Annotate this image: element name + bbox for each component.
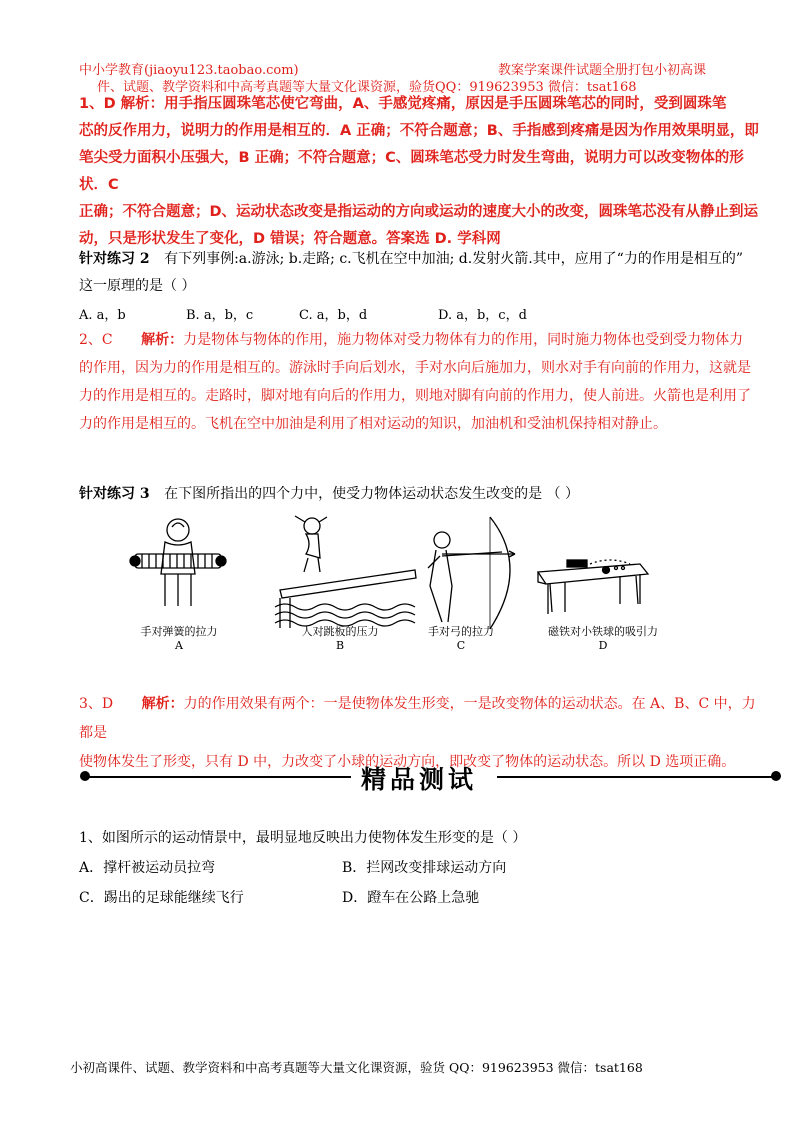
answer2-label: 解析： <box>141 332 184 348</box>
question1-stem: 1、如图所示的运动情景中，最明显地反映出力使物体发生形变的是（ ） <box>79 830 527 846</box>
option-c: C. a，b，d <box>299 308 368 323</box>
footer: 小初高课件、试题、教学资料和中高考真题等大量文化课资源，验货 QQ：919623953 微信：tsat168 <box>70 1060 643 1075</box>
figure-caption-a <box>139 623 219 652</box>
exercise2-label: 针对练习 2 <box>79 251 150 267</box>
q1-option-a: A．撑杆被运动员拉弯 <box>79 860 216 876</box>
exercise3-text: 在下图所指出的四个力中，使受力物体运动状态发生改变的是 （ ） <box>164 486 579 502</box>
q1-option-c: C．踢出的足球能继续飞行 <box>79 890 244 906</box>
caption-letter: D <box>598 639 608 652</box>
figure-caption-d <box>537 623 669 652</box>
option-b: B. a，b，c <box>186 308 254 323</box>
divider-line-left <box>86 776 351 778</box>
header-line2: 件、试题、教学资料和中高考真题等大量文化课资源，验货QQ：919623953 微信：tsat168 <box>97 80 637 95</box>
caption-text: 磁铁对小铁球的吸引力 <box>548 625 658 638</box>
caption-letter: B <box>335 639 345 652</box>
spring-figure-illustration <box>130 519 226 606</box>
answer3-label: 解析： <box>141 696 184 712</box>
answer3-line: 使物体发生了形变，只有 D 中，力改变了小球的运动方向，即改变了物体的运动状态。所以 D 选项正确。 <box>79 754 736 770</box>
answer1-line: 芯的反作用力，说明力的作用是相互的．A 正确；不符合题意；B、手指感到疼痛是因为作用效果明显，即 <box>79 123 759 139</box>
option-a: A. a，b <box>79 308 126 323</box>
caption-text: 手对弓的拉力 <box>428 625 494 638</box>
answer1-line: 笔尖受力面积小压强大，B 正确；不符合题意；C、圆珠笔芯受力时发生弯曲，说明力可以改变物体的形状．C <box>79 150 744 193</box>
section-title: 精品测试 <box>361 765 478 794</box>
answer1-line: 1、D 解析：用手指压圆珠笔芯使它弯曲，A、手感觉疼痛，原因是手压圆珠笔芯的同时，受到圆珠笔 <box>79 96 727 112</box>
figure-caption-c <box>421 623 501 652</box>
exercise2-text: 有下列事例:a.游泳; b.走路; c.飞机在空中加油; d.发射火箭.其中，应用了“力的作用是相互的” <box>164 251 743 267</box>
caption-letter: C <box>456 639 466 652</box>
answer2-block <box>79 326 764 438</box>
magnet-table-illustration <box>538 560 648 614</box>
diving-board-illustration <box>275 516 416 628</box>
header-left: 中小学教育(jiaoyu123.taobao.com) <box>79 63 299 78</box>
answer3-head: 3、D <box>79 696 114 712</box>
exercise2-text-cont: 这一原理的是（ ） <box>79 278 196 294</box>
q1-option-d: D．蹬车在公路上急驰 <box>342 890 480 906</box>
archer-illustration <box>428 517 515 629</box>
answer1-line: 动，只是形状发生了变化，D 错误；符合题意。答案选 D. 学科网 <box>79 231 501 247</box>
exercise3-label: 针对练习 3 <box>79 486 150 502</box>
answer2-head: 2、C <box>79 332 113 348</box>
exercise2 <box>79 246 759 300</box>
divider-line-right <box>497 776 775 778</box>
divider-dot-right <box>771 771 781 781</box>
answer3-line: 力的作用效果有两个：一是使物体发生形变，一是改变物体的运动状态。在 A、B、C 中，力都是 <box>79 696 756 741</box>
figure-caption-b <box>287 623 393 652</box>
option-d: D. a，b，c，d <box>438 308 527 323</box>
answer1-block <box>79 91 759 253</box>
caption-text: 人对跳板的压力 <box>301 625 379 638</box>
answer2-line: 力的作用是相互的。走路时，脚对地有向后的作用力，则地对脚有向前的作用力，使人前进。火箭也是利用了 <box>79 388 751 404</box>
answer2-line: 力是物体与物体的作用，施力物体对受力物体有力的作用，同时施力物体也受到受力物体力 <box>183 332 744 348</box>
caption-text: 手对弹簧的拉力 <box>140 625 218 638</box>
header-right: 教案学案课件试题全册打包小初高课 <box>498 63 707 78</box>
answer2-line: 的作用，因为力的作用是相互的。游泳时手向后划水，手对水向后施加力，则水对手有向前的作用力，这就是 <box>79 360 751 376</box>
q1-option-b: B．拦网改变排球运动方向 <box>342 860 507 876</box>
caption-letter: A <box>175 639 183 652</box>
answer2-line: 力的作用是相互的。飞机在空中加油是利用了相对运动的知识，加油机和受油机保持相对静止。 <box>79 416 667 432</box>
exercise3 <box>79 481 759 508</box>
answer1-line: 正确；不符合题意；D、运动状态改变是指运动的方向或运动的速度大小的改变，圆珠笔芯没有从静止到运 <box>79 204 759 220</box>
